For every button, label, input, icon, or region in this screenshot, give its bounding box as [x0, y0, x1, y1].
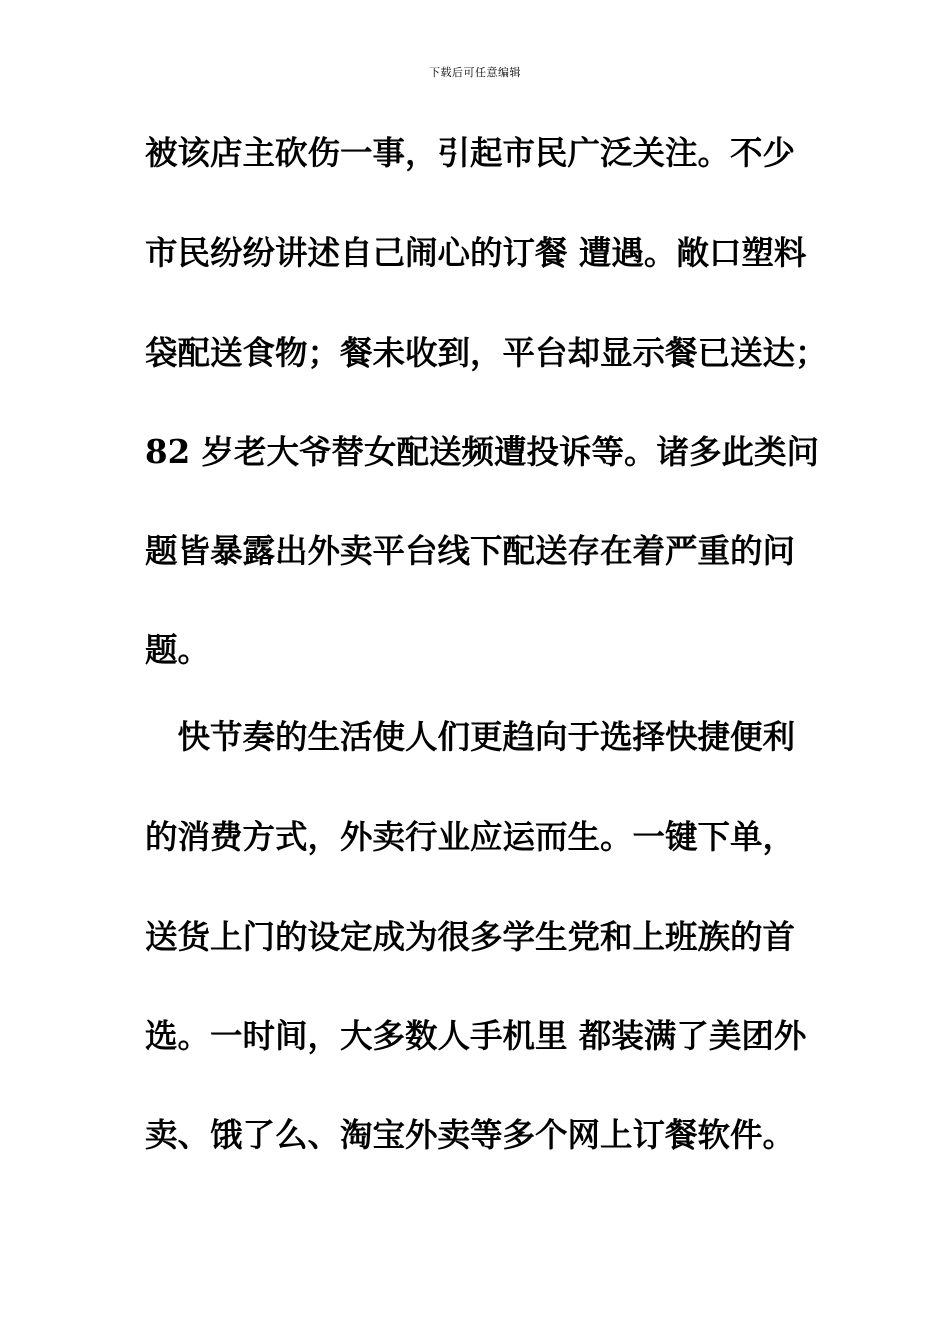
page-header: 下载后可任意编辑	[429, 66, 521, 79]
text-line: 送货上门的设定成为很多学生党和上班族的首	[145, 917, 796, 956]
text-line: 选。一时间，大多数人手机里 都装满了美团外	[145, 1016, 807, 1055]
text-line: 的消费方式，外卖行业应运而生。一键下单，	[145, 817, 796, 856]
text-line: 被该店主砍伤一事，引起市民广泛关注。不少	[145, 133, 796, 172]
text-line: 题。	[145, 630, 211, 669]
text-line: 题皆暴露出外卖平台线下配送存在着严重的问	[145, 531, 796, 570]
text-line: 快节奏的生活使人们更趋向于选择快捷便利	[145, 717, 796, 756]
text-line: 82 岁老大爷替女配送频遭投诉等。诸多此类问	[145, 432, 820, 471]
text-line: 卖、饿了么、淘宝外卖等多个网上订餐软件。	[145, 1115, 796, 1154]
text-line: 袋配送食物；餐未收到，平台却显示餐已送达；	[145, 333, 828, 372]
text-line: 市民纷纷讲述自己闹心的订餐 遭遇。敞口塑料	[145, 233, 807, 272]
